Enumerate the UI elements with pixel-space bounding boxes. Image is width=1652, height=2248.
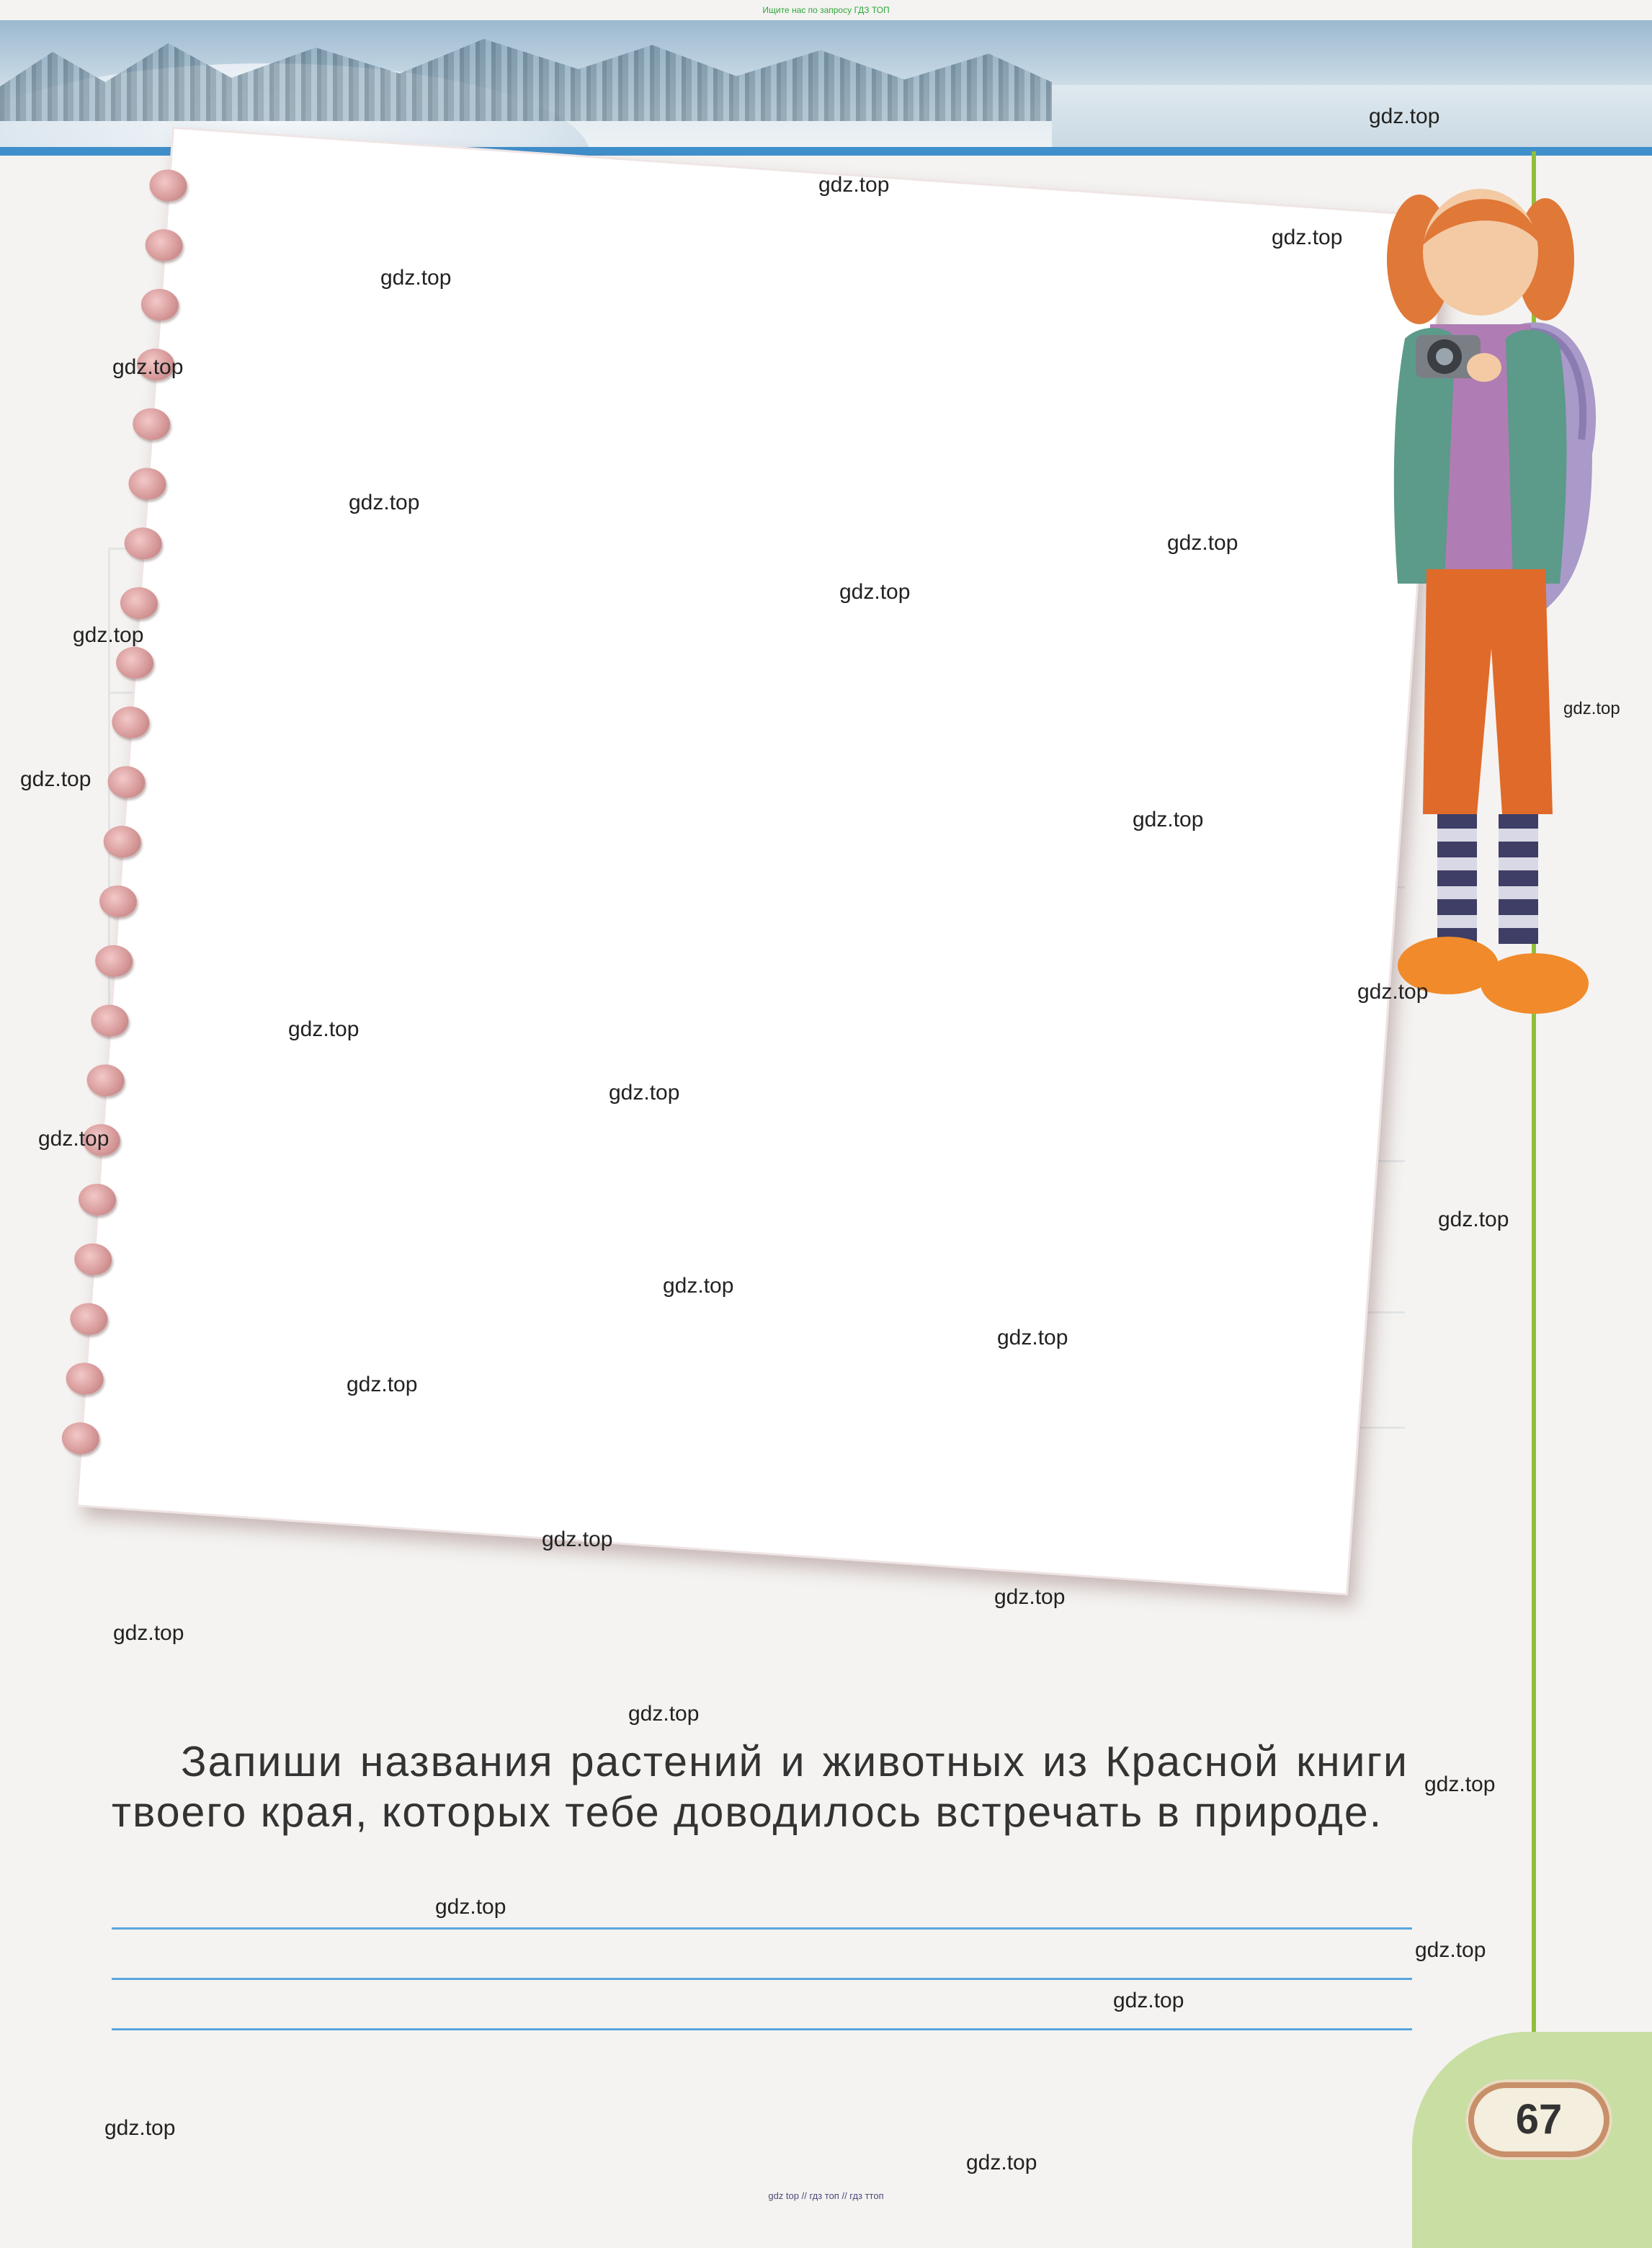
watermark: gdz.top xyxy=(839,580,911,604)
spiral-ring xyxy=(78,1182,117,1217)
watermark: gdz.top xyxy=(288,1017,360,1041)
watermark: gdz.top xyxy=(380,266,452,290)
watermark: gdz.top xyxy=(994,1585,1066,1609)
spiral-notebook-sheet xyxy=(76,127,1445,1596)
spiral-ring xyxy=(140,287,179,322)
bottom-banner: gdz top // гдз топ // гдз ттоп xyxy=(768,2190,884,2201)
watermark: gdz.top xyxy=(1415,1938,1486,1962)
winter-landscape-image xyxy=(0,20,1652,150)
page-number: 67 xyxy=(1515,2096,1563,2143)
spiral-ring xyxy=(132,407,171,442)
forest-silhouette xyxy=(0,35,1052,121)
spiral-ring xyxy=(144,228,184,262)
spiral-ring xyxy=(73,1242,113,1277)
watermark: gdz.top xyxy=(38,1127,110,1151)
watermark: gdz.top xyxy=(112,355,184,379)
task-text-content: Запиши названия растений и животных из Красной книги твоего края, которых тебе доводилось встречать в природе. xyxy=(112,1738,1408,1836)
spiral-ring xyxy=(128,467,167,501)
watermark: gdz.top xyxy=(1357,980,1429,1004)
girl-with-camera-illustration xyxy=(1376,180,1614,1016)
watermark: gdz.top xyxy=(113,1621,184,1645)
spiral-ring xyxy=(148,169,188,203)
watermark: gdz.top xyxy=(104,2116,176,2140)
spiral-ring xyxy=(94,944,134,978)
spiral-ring xyxy=(61,1421,100,1455)
watermark: gdz.top xyxy=(609,1081,680,1105)
watermark: gdz.top xyxy=(1369,104,1440,128)
answer-line[interactable] xyxy=(112,1927,1412,1930)
watermark: gdz.top xyxy=(349,491,420,514)
watermark: gdz.top xyxy=(628,1702,700,1726)
answer-line[interactable] xyxy=(112,2028,1412,2030)
watermark: gdz.top xyxy=(966,2151,1037,2175)
watermark: gdz.top xyxy=(1113,1989,1184,2012)
watermark: gdz.top xyxy=(997,1326,1068,1350)
watermark: gdz.top xyxy=(347,1373,418,1396)
watermark: gdz.top xyxy=(1167,531,1238,555)
task-text xyxy=(112,1736,1408,1837)
watermark: gdz.top xyxy=(542,1527,613,1551)
spiral-ring xyxy=(86,1063,125,1098)
spiral-ring xyxy=(90,1004,130,1038)
watermark: gdz.top xyxy=(1133,808,1204,831)
answer-line[interactable] xyxy=(112,1978,1412,1980)
watermark: gdz.top xyxy=(1438,1208,1509,1231)
watermark: gdz.top xyxy=(1272,226,1343,249)
watermark: gdz.top xyxy=(818,173,890,197)
spiral-ring xyxy=(98,884,138,919)
spiral-ring xyxy=(65,1362,104,1396)
watermark: gdz.top xyxy=(20,767,91,791)
watermark: gdz.top xyxy=(435,1895,506,1919)
top-search-banner: Ищите нас по запросу ГДЗ ТОП xyxy=(762,5,890,15)
spiral-ring xyxy=(69,1302,109,1337)
watermark: gdz.top xyxy=(663,1274,734,1298)
frozen-lake xyxy=(1052,85,1652,150)
watermark: gdz.top xyxy=(73,623,144,647)
watermark: gdz.top xyxy=(1424,1772,1496,1796)
watermark: gdz.top xyxy=(1563,699,1620,718)
